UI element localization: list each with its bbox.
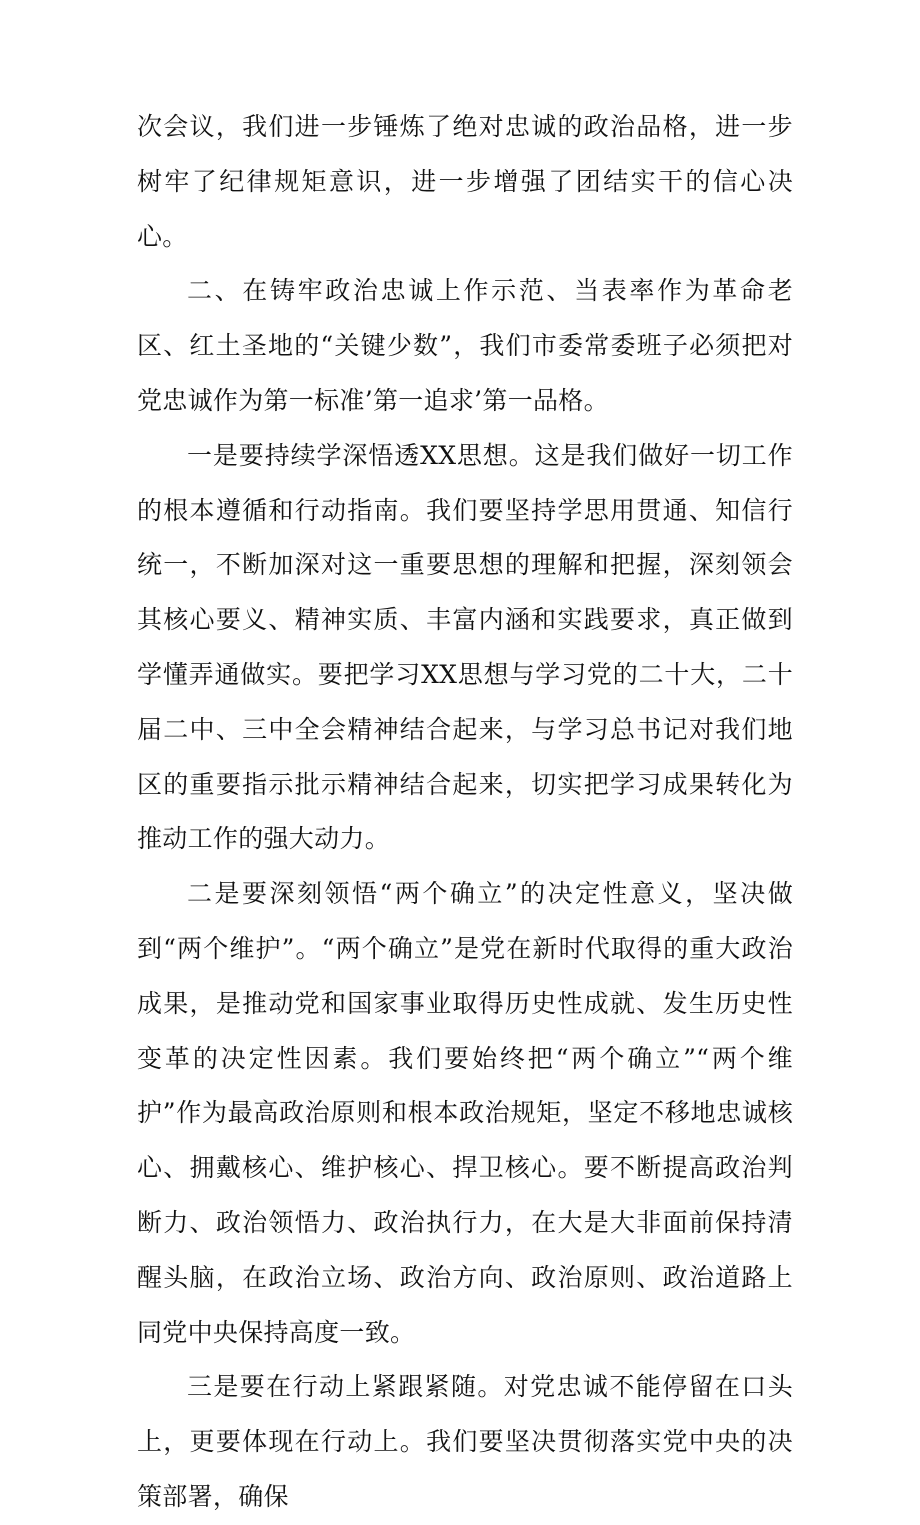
paragraph-continuation: 次会议，我们进一步锤炼了绝对忠诚的政治品格，进一步树牢了纪律规矩意识，进一步增强了团结实干的信心决心。	[137, 112, 793, 251]
document-body	[137, 100, 793, 1525]
paragraph-point-one: 一是要持续学深悟透XX思想。这是我们做好一切工作的根本遵循和行动指南。我们要坚持学思用贯通、知信行统一，不断加深对这一重要思想的理解和把握，深刻领会其核心要义、精神实质、丰富内涵和实践要求，真正做到学懂弄通做实。要把学习XX思想与学习党的二十大，二十届二中、三中全会精神结合起来，与学习总书记对我们地区的重要指示批示精神结合起来，切实把学习成果转化为推动工作的强大动力。	[137, 440, 793, 854]
paragraph-section-two-heading: 二、在铸牢政治忠诚上作示范、当表率作为革命老区、红土圣地的“关键少数”，我们市委常委班子必须把对党忠诚作为第一标准’第一追求’第一品格。	[137, 276, 793, 415]
paragraph-point-three: 三是要在行动上紧跟紧随。对党忠诚不能停留在口头上，更要体现在行动上。我们要坚决贯彻落实党中央的决策部署，确保	[137, 1372, 793, 1511]
paragraph-point-two: 二是要深刻领悟“两个确立”的决定性意义，坚决做到“两个维护”。“两个确立”是党在新时代取得的重大政治成果，是推动党和国家事业取得历史性成就、发生历史性变革的决定性因素。我们要始终把“两个确立”“两个维护”作为最高政治原则和根本政治规矩，坚定不移地忠诚核心、拥戴核心、维护核心、捍卫核心。要不断提高政治判断力、政治领悟力、政治执行力，在大是大非面前保持清醒头脑，在政治立场、政治方向、政治原则、政治道路上同党中央保持高度一致。	[137, 879, 793, 1347]
